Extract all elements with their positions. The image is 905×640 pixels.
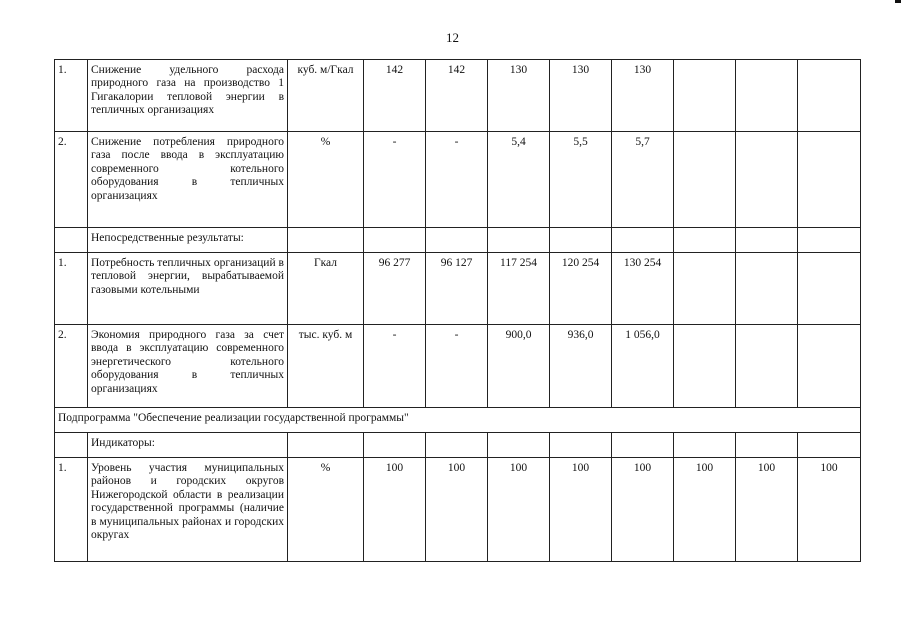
indicator-name: Уровень участия муниципальных районов и городских округов Нижегородской области в реализации государственной программы (наличие в муниципальных районах и городских округах	[88, 458, 288, 562]
value-cell	[798, 325, 861, 408]
empty-cell	[674, 433, 736, 458]
unit-cell: тыс. куб. м	[288, 325, 364, 408]
value-cell	[736, 132, 798, 228]
value-cell	[674, 325, 736, 408]
unit-cell: %	[288, 132, 364, 228]
value-cell: -	[364, 325, 426, 408]
value-cell: 130	[612, 60, 674, 132]
empty-cell	[488, 433, 550, 458]
empty-cell	[426, 433, 488, 458]
table-row	[55, 253, 861, 325]
value-cell	[798, 60, 861, 132]
value-cell: 130 254	[612, 253, 674, 325]
empty-cell	[612, 228, 674, 253]
group-label: Непосредственные результаты:	[88, 228, 288, 253]
value-cell: 142	[364, 60, 426, 132]
value-cell: 96 127	[426, 253, 488, 325]
value-cell: 120 254	[550, 253, 612, 325]
value-cell: 900,0	[488, 325, 550, 408]
value-cell: 5,4	[488, 132, 550, 228]
value-cell	[798, 132, 861, 228]
value-cell: 100	[364, 458, 426, 562]
value-cell	[798, 253, 861, 325]
row-number: 1.	[55, 60, 88, 132]
table-row	[55, 433, 861, 458]
unit-cell: %	[288, 458, 364, 562]
value-cell: 100	[612, 458, 674, 562]
empty-cell	[288, 433, 364, 458]
value-cell: 100	[736, 458, 798, 562]
value-cell: 117 254	[488, 253, 550, 325]
empty-cell	[364, 228, 426, 253]
value-cell: -	[364, 132, 426, 228]
table-body	[55, 60, 861, 562]
row-number: 2.	[55, 325, 88, 408]
indicator-name: Снижение удельного расхода природного газа на производство 1 Гигакалории тепловой энергии в тепличных организациях	[88, 60, 288, 132]
empty-cell	[550, 228, 612, 253]
value-cell	[674, 132, 736, 228]
value-cell: 100	[488, 458, 550, 562]
value-cell	[736, 253, 798, 325]
value-cell: 130	[550, 60, 612, 132]
value-cell: -	[426, 132, 488, 228]
empty-cell	[736, 433, 798, 458]
table-row	[55, 325, 861, 408]
subprogram-heading: Подпрограмма "Обеспечение реализации государственной программы"	[55, 408, 861, 433]
indicator-name: Снижение потребления природного газа после ввода в эксплуатацию современного котельного оборудования в тепличных организациях	[88, 132, 288, 228]
row-number: 1.	[55, 253, 88, 325]
table-row	[55, 60, 861, 132]
value-cell: 100	[426, 458, 488, 562]
value-cell: 100	[798, 458, 861, 562]
empty-cell	[488, 228, 550, 253]
group-label: Индикаторы:	[88, 433, 288, 458]
row-number: 2.	[55, 132, 88, 228]
table-row	[55, 408, 861, 433]
empty-cell	[798, 228, 861, 253]
empty-cell	[674, 228, 736, 253]
empty-cell	[550, 433, 612, 458]
unit-cell: куб. м/Гкал	[288, 60, 364, 132]
value-cell	[674, 253, 736, 325]
value-cell	[736, 60, 798, 132]
empty-cell	[288, 228, 364, 253]
value-cell: 1 056,0	[612, 325, 674, 408]
value-cell	[736, 325, 798, 408]
value-cell: 100	[674, 458, 736, 562]
value-cell: 5,7	[612, 132, 674, 228]
indicator-name: Экономия природного газа за счет ввода в эксплуатацию современного энергетического котельного оборудования в тепличных организациях	[88, 325, 288, 408]
table-row	[55, 458, 861, 562]
table-row	[55, 228, 861, 253]
value-cell: 130	[488, 60, 550, 132]
value-cell: 5,5	[550, 132, 612, 228]
value-cell: 142	[426, 60, 488, 132]
unit-cell: Гкал	[288, 253, 364, 325]
empty-cell	[736, 228, 798, 253]
row-number	[55, 228, 88, 253]
table-row	[55, 132, 861, 228]
value-cell: -	[426, 325, 488, 408]
value-cell: 100	[550, 458, 612, 562]
scan-mark	[895, 0, 901, 3]
row-number: 1.	[55, 458, 88, 562]
indicator-name: Потребность тепличных организаций в тепловой энергии, вырабатываемой газовыми котельными	[88, 253, 288, 325]
indicators-table	[54, 59, 861, 562]
value-cell: 936,0	[550, 325, 612, 408]
empty-cell	[426, 228, 488, 253]
empty-cell	[612, 433, 674, 458]
page-number: 12	[446, 30, 459, 45]
empty-cell	[364, 433, 426, 458]
row-number	[55, 433, 88, 458]
empty-cell	[798, 433, 861, 458]
value-cell	[674, 60, 736, 132]
value-cell: 96 277	[364, 253, 426, 325]
